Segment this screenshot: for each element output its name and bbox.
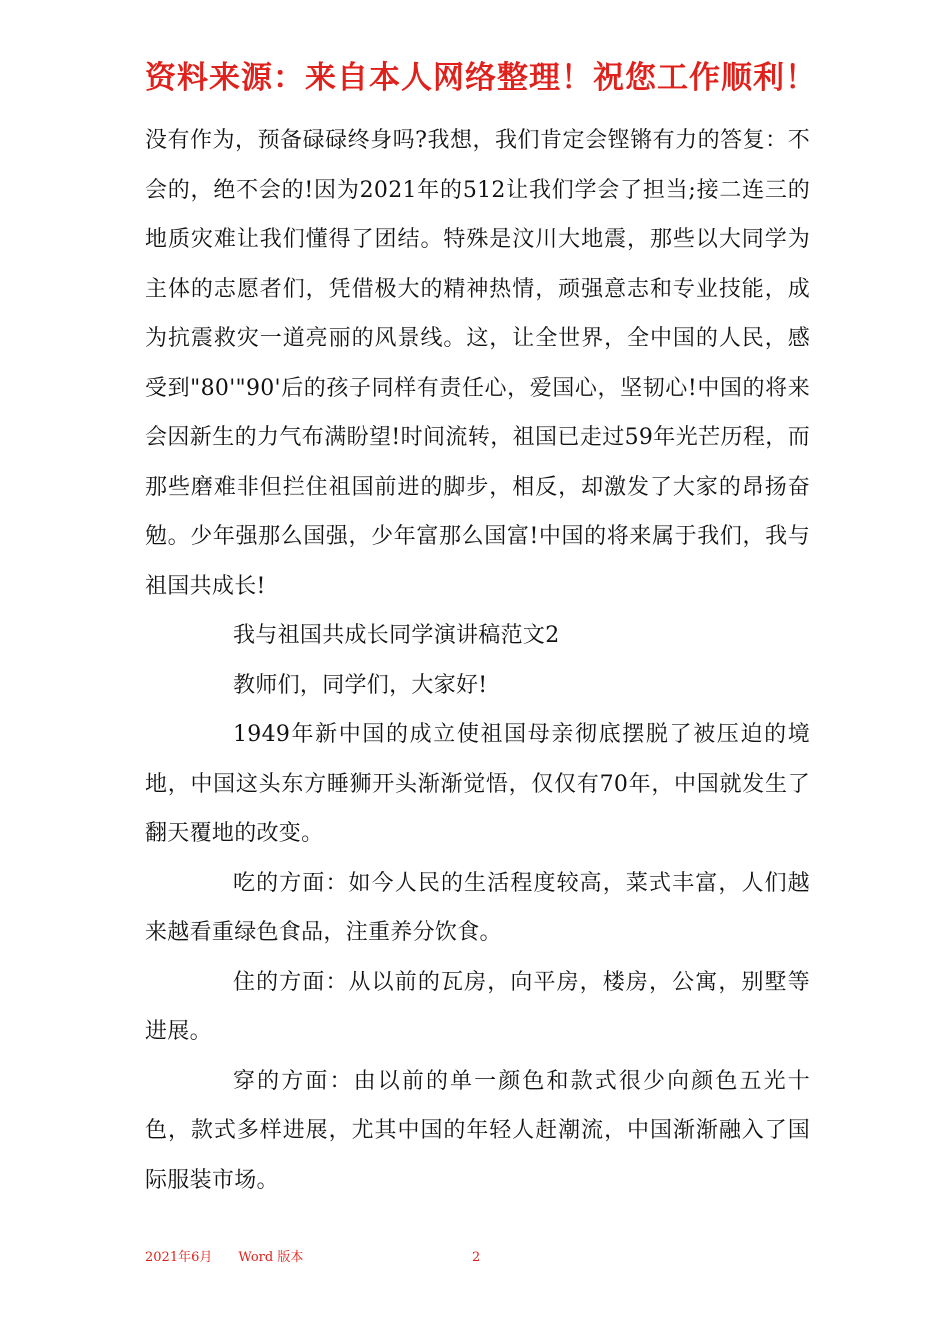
source-header: 资料来源：来自本人网络整理！祝您工作顺利！ bbox=[145, 60, 817, 96]
body-paragraph-clothing: 穿的方面：由以前的单一颜色和款式很少向颜色五光十色，款式多样进展，尤其中国的年轻人赶潮流，中国渐渐融入了国际服装市场。 bbox=[145, 1068, 810, 1193]
body-paragraph-food: 吃的方面：如今人民的生活程度较高，菜式丰富，人们越来越看重绿色食品，注重养分饮食。 bbox=[145, 870, 810, 945]
footer-version: Word 版本 bbox=[238, 1250, 304, 1265]
greeting-paragraph: 教师们，同学们，大家好! bbox=[233, 672, 488, 698]
body-paragraph-1: 没有作为，预备碌碌终身吗?我想，我们肯定会铿锵有力的答复：不会的，绝不会的!因为2021年的512让我们学会了担当;接二连三的地质灾难让我们懂得了团结。特殊是汶川大地震，那些以大同学为主体的志愿者们，凭借极大的精神热情，顽强意志和专业技能，成为抗震救灾一道亮丽的风景线。这，让全世界，全中国的人民，感受到"80'"90'后的孩子同样有责任心，爱国心，坚韧心!中国的将来会因新生的力气布满盼望!时间流转，祖国已走过59年光芒历程，而那些磨难非但拦住祖国前进的脚步，相反，却激发了大家的昂扬奋勉。少年强那么国强，少年富那么国富!中国的将来属于我们，我与祖国共成长! bbox=[145, 128, 810, 599]
page-number: 2 bbox=[472, 1250, 481, 1265]
page-footer bbox=[145, 1248, 810, 1268]
footer-meta bbox=[145, 1248, 303, 1268]
footer-date: 2021年6月 bbox=[145, 1250, 213, 1265]
body-paragraph-history: 1949年新中国的成立使祖国母亲彻底摆脱了被压迫的境地，中国这头东方睡狮开头渐渐觉悟，仅仅有70年，中国就发生了翻天覆地的改变。 bbox=[145, 722, 810, 846]
body-paragraph-housing: 住的方面：从以前的瓦房，向平房，楼房，公寓，别墅等进展。 bbox=[145, 969, 810, 1044]
section-title: 我与祖国共成长同学演讲稿范文2 bbox=[233, 623, 560, 648]
document-body bbox=[145, 116, 810, 1205]
